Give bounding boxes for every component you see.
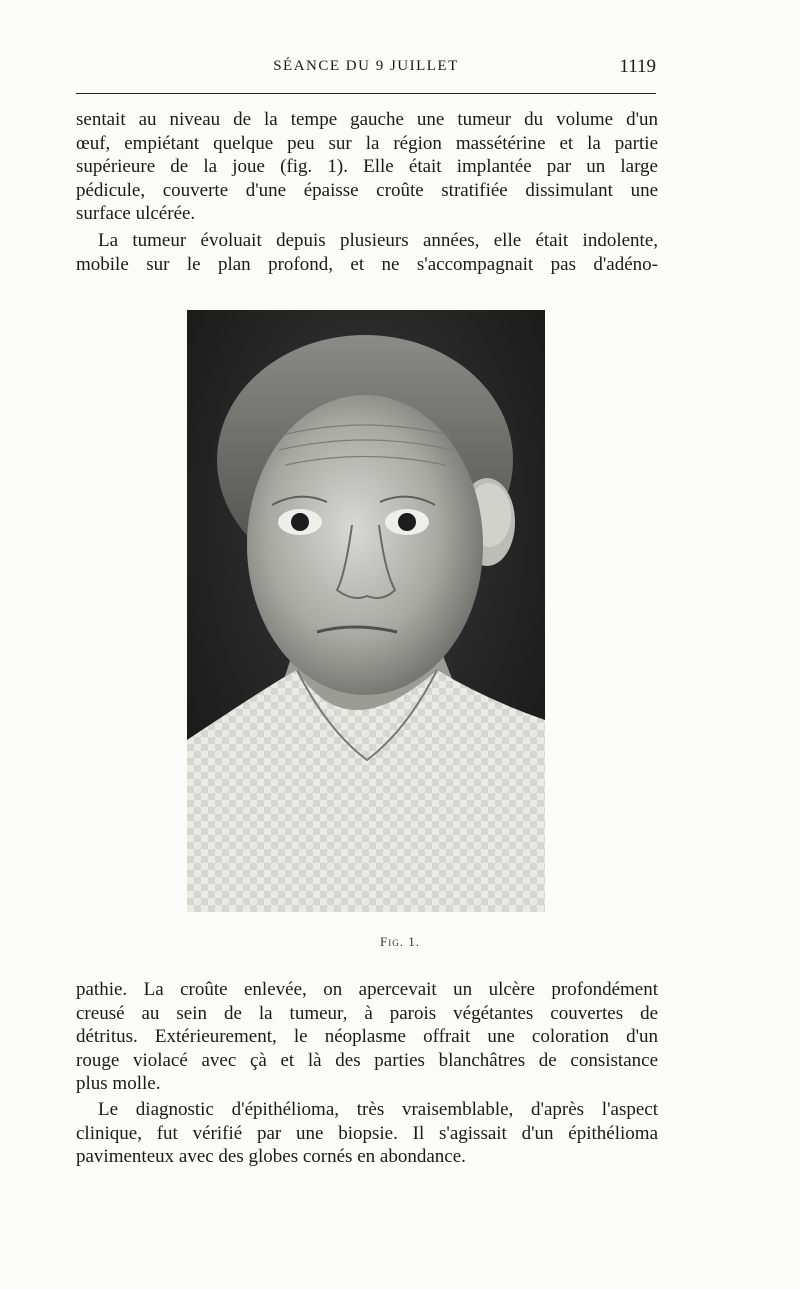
text-line: œuf, empiétant quelque peu sur la région massétérine et la partie [76,132,658,154]
text-line: surface ulcérée. [76,203,196,224]
figure-photograph [187,310,545,912]
text-line: pathie. La croûte enlevée, on apercevait un ulcère profondément [76,979,658,1000]
text-line: pédicule, couverte d'une épaisse croûte stratifiée dissimulant une [76,179,658,201]
text-line: mobile sur le plan profond, et ne s'accompagnait pas d'adéno- [76,253,658,275]
text-line: Le diagnostic d'épithélioma, très vraisemblable, d'après l'aspect [98,1099,658,1120]
running-header [76,54,656,84]
text-line: sentait au niveau de la tempe gauche une tumeur du volume d'un [76,109,658,130]
text-line: plus molle. [76,1073,161,1094]
header-rule [76,93,656,94]
header-title: SÉANCE DU 9 JUILLET [273,58,459,74]
text-line: pavimenteux avec des globes cornés en abondance. [76,1146,466,1167]
paragraph-4 [76,1098,658,1169]
text-line: supérieure de la joue (fig. 1). Elle était implantée par un large [76,156,658,177]
text-line: clinique, fut vérifié par une biopsie. Il s'agissait d'un épithélioma [76,1122,658,1144]
text-line: rouge violacé avec çà et là des parties blanchâtres de consistance [76,1049,658,1071]
paragraph-2 [76,229,658,276]
text-line: détritus. Extérieurement, le néoplasme offrait une coloration d'un [76,1026,658,1047]
paragraph-3 [76,978,658,1096]
paragraph-1 [76,108,658,226]
text-line: creusé au sein de la tumeur, à parois végétantes couvertes de [76,1002,658,1024]
page-number: 1119 [619,56,656,77]
portrait-photo [187,310,545,912]
text-line: La tumeur évoluait depuis plusieurs années, elle était indolente, [98,230,658,251]
figure-caption: Fig. 1. [380,934,420,949]
